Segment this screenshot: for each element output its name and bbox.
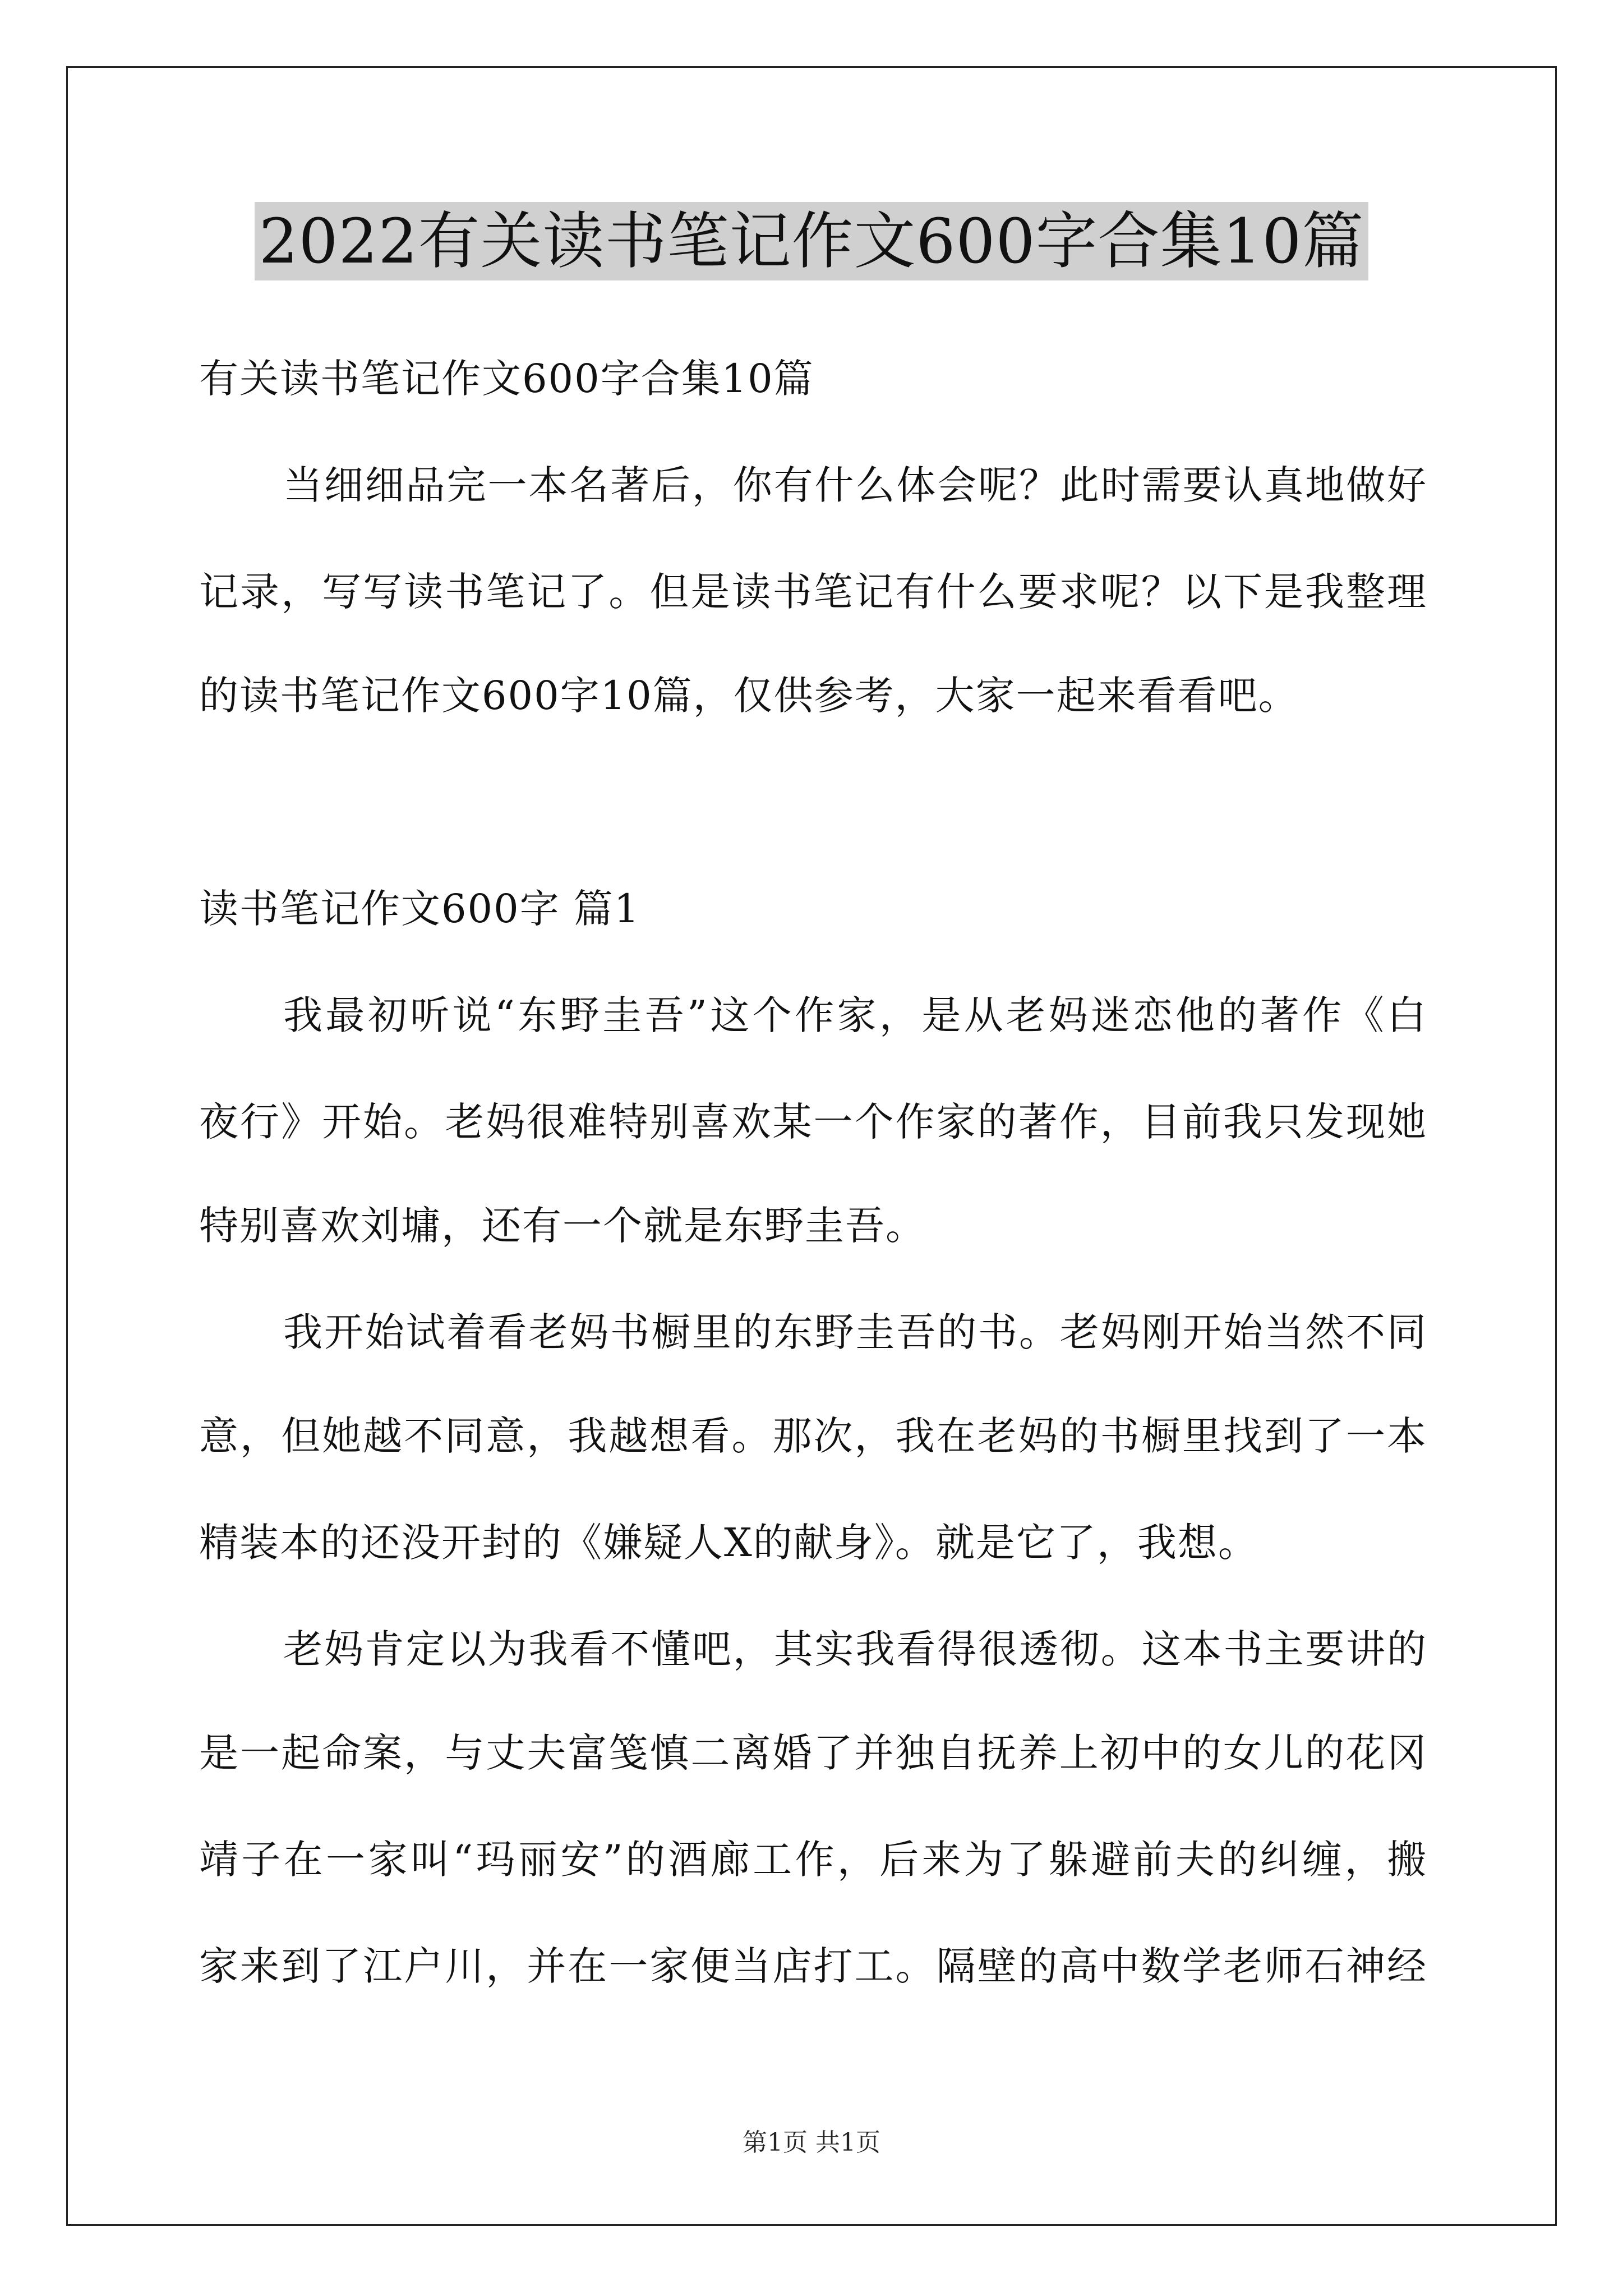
para1-line-2: 夜行》开始。老妈很难特别喜欢某一个作家的著作，目前我只发现她 (199, 1099, 1427, 1145)
para2-line-3: 精装本的还没开封的《嫌疑人X的献身》。就是它了，我想。 (199, 1520, 1258, 1566)
intro-line-3: 的读书笔记作文600字10篇，仅供参考，大家一起来看看吧。 (199, 673, 1299, 719)
intro-line-1: 当细细品完一本名著后，你有什么体会呢？此时需要认真地做好 (283, 462, 1427, 508)
section-heading: 读书笔记作文600字 篇1 (199, 886, 640, 932)
page-footer: 第1页 共1页 (743, 2128, 880, 2157)
subtitle: 有关读书笔记作文600字合集10篇 (199, 356, 814, 402)
para3-line-4: 家来到了江户川，并在一家便当店打工。隔壁的高中数学老师石神经 (199, 1943, 1427, 1989)
intro-line-2: 记录，写写读书笔记了。但是读书笔记有什么要求呢？以下是我整理 (199, 569, 1427, 615)
document-title: 2022有关读书笔记作文600字合集10篇 (255, 202, 1369, 280)
para3-line-3: 靖子在一家叫“玛丽安”的酒廊工作，后来为了躲避前夫的纠缠，搬 (199, 1837, 1427, 1883)
para1-line-1: 我最初听说“东野圭吾”这个作家，是从老妈迷恋他的著作《白 (283, 992, 1427, 1038)
para2-line-1: 我开始试着看老妈书橱里的东野圭吾的书。老妈刚开始当然不同 (283, 1309, 1427, 1355)
para3-line-1: 老妈肯定以为我看不懂吧，其实我看得很透彻。这本书主要讲的 (283, 1626, 1427, 1672)
para2-line-2: 意，但她越不同意，我越想看。那次，我在老妈的书橱里找到了一本 (199, 1413, 1427, 1459)
title-container (0, 202, 1623, 280)
para1-line-3: 特别喜欢刘墉，还有一个就是东野圭吾。 (199, 1203, 926, 1249)
para3-line-2: 是一起命案，与丈夫富笺慎二离婚了并独自抚养上初中的女儿的花冈 (199, 1730, 1427, 1776)
